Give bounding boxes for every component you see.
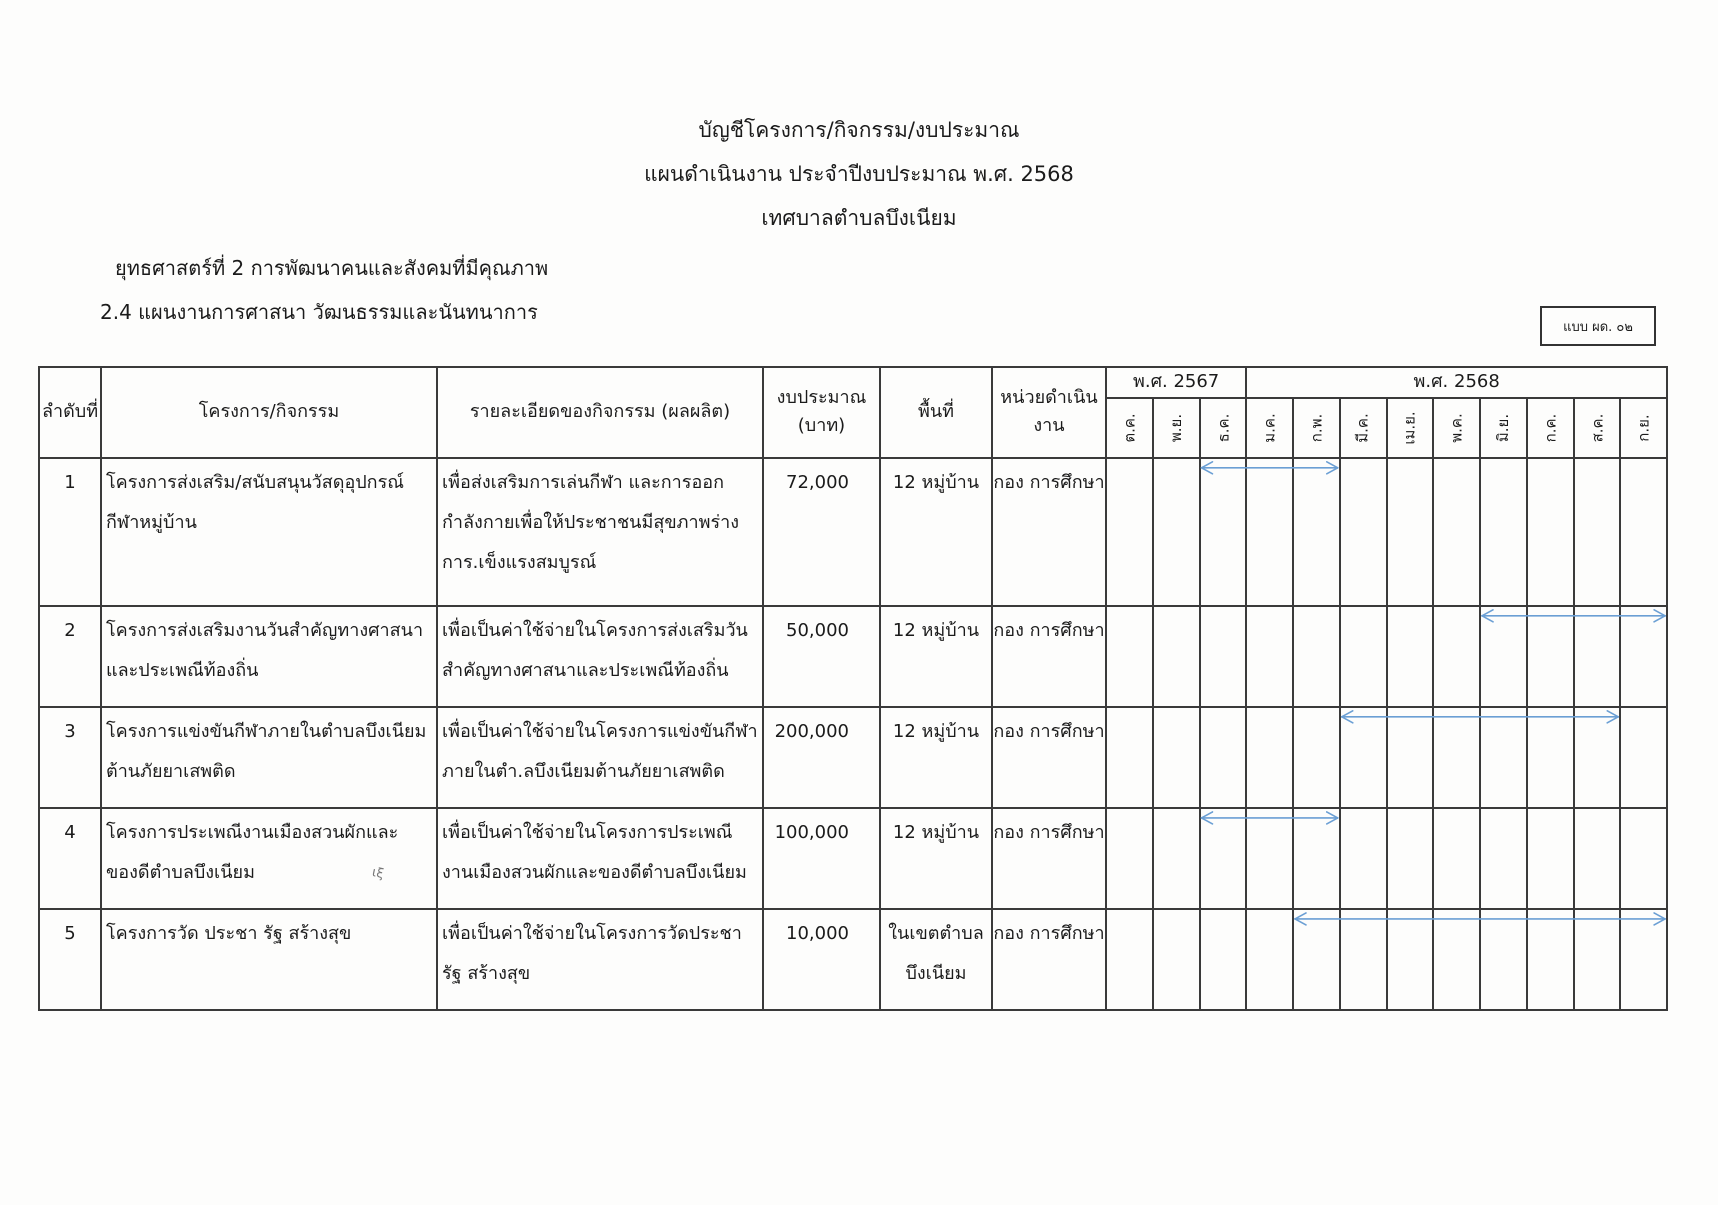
cell-details: เพื่อเป็นค่าใช้จ่ายในโครงการประเพณีงานเมืองสวนผักและของดีตำบลบึงเนียม (437, 808, 763, 909)
month-cell (1200, 808, 1247, 909)
cell-project: โครงการส่งเสริม/สนับสนุนวัสดุอุปกรณ์กีฬาหมู่บ้าน (101, 458, 437, 606)
month-cell (1200, 909, 1247, 1010)
month-cell (1387, 707, 1434, 808)
month-cell (1246, 458, 1293, 606)
month-cell (1387, 909, 1434, 1010)
month-cell (1527, 909, 1574, 1010)
month-cell (1153, 606, 1200, 707)
month-cell (1246, 808, 1293, 909)
table-row (39, 808, 1667, 909)
cell-budget: 50,000 (763, 606, 880, 707)
month-header-6 (1387, 398, 1434, 458)
month-cell (1106, 707, 1153, 808)
month-cell (1340, 909, 1387, 1010)
month-cell (1246, 707, 1293, 808)
month-cell (1153, 707, 1200, 808)
plan-heading: 2.4 แผนงานการศาสนา วัฒนธรรมและนันทนาการ (100, 300, 538, 324)
header-unit: หน่วยดำเนินงาน (992, 367, 1106, 458)
month-cell (1387, 606, 1434, 707)
cell-budget: 72,000 (763, 458, 880, 606)
month-cell (1153, 808, 1200, 909)
month-header-7 (1433, 398, 1480, 458)
month-cell (1293, 458, 1340, 606)
cell-no: 5 (39, 909, 101, 1010)
month-label: ก.ย. (1634, 414, 1653, 442)
month-cell (1293, 707, 1340, 808)
month-label: ธ.ค. (1213, 413, 1232, 443)
month-cell (1620, 909, 1667, 1010)
cell-project: โครงการประเพณีงานเมืองสวนผักและของดีตำบลบึงเนียม (101, 808, 437, 909)
cell-no: 1 (39, 458, 101, 606)
header-area: พื้นที่ (880, 367, 992, 458)
cell-budget: 10,000 (763, 909, 880, 1010)
header-year-2567: พ.ศ. 2567 (1106, 367, 1246, 398)
cell-unit: กอง การศึกษา (992, 458, 1106, 606)
month-label: ต.ค. (1120, 413, 1139, 443)
month-label: พ.ย. (1167, 413, 1186, 442)
month-cell (1574, 909, 1621, 1010)
cell-details: เพื่อเป็นค่าใช้จ่ายในโครงการแข่งขันกีฬาภายในตำ.ลบึงเนียมต้านภัยยาเสพติด (437, 707, 763, 808)
table-row (39, 458, 1667, 606)
month-cell (1574, 808, 1621, 909)
table-body (39, 458, 1667, 1010)
form-code-box: แบบ ผด. ๐๒ (1540, 306, 1656, 346)
month-cell (1574, 606, 1621, 707)
cell-details: เพื่อเป็นค่าใช้จ่ายในโครงการส่งเสริมวันสำคัญทางศาสนาและประเพณีท้องถิ่น (437, 606, 763, 707)
month-cell (1433, 808, 1480, 909)
month-cell (1387, 808, 1434, 909)
month-header-4 (1293, 398, 1340, 458)
cell-area: ในเขตตำบลบึงเนียม (880, 909, 992, 1010)
month-header-8 (1480, 398, 1527, 458)
month-header-1 (1153, 398, 1200, 458)
doc-title-line3: เทศบาลตำบลบึงเนียม (761, 206, 957, 230)
doc-title-line1: บัญชีโครงการ/กิจกรรม/งบประมาณ (698, 118, 1020, 142)
month-cell (1387, 458, 1434, 606)
month-cell (1340, 458, 1387, 606)
cell-area: 12 หมู่บ้าน (880, 808, 992, 909)
month-cell (1340, 606, 1387, 707)
month-cell (1527, 606, 1574, 707)
month-cell (1246, 909, 1293, 1010)
month-cell (1480, 606, 1527, 707)
month-cell (1480, 707, 1527, 808)
month-cell (1153, 909, 1200, 1010)
month-cell (1620, 808, 1667, 909)
month-cell (1340, 808, 1387, 909)
month-label: ส.ค. (1587, 413, 1606, 443)
cell-no: 4 (39, 808, 101, 909)
header-details: รายละเอียดของกิจกรรม (ผลผลิต) (437, 367, 763, 458)
month-label: ก.พ. (1307, 413, 1326, 443)
cell-unit: กอง การศึกษา (992, 808, 1106, 909)
month-cell (1527, 707, 1574, 808)
cell-details: เพื่อส่งเสริมการเล่นกีฬา และการออกกำลังกายเพื่อให้ประชาชนมีสุขภาพร่างการ.เข็งแรงสมบูรณ์ (437, 458, 763, 606)
header-year-2568: พ.ศ. 2568 (1246, 367, 1667, 398)
month-header-0 (1106, 398, 1153, 458)
handwritten-mark: ιξ (370, 864, 386, 883)
month-cell (1433, 707, 1480, 808)
month-label: ม.ค. (1260, 413, 1279, 443)
month-header-3 (1246, 398, 1293, 458)
month-label: ก.ค. (1541, 413, 1560, 443)
month-cell (1293, 909, 1340, 1010)
cell-area: 12 หมู่บ้าน (880, 458, 992, 606)
month-label: พ.ค. (1447, 413, 1466, 443)
month-cell (1433, 458, 1480, 606)
month-cell (1574, 707, 1621, 808)
month-label: มี.ค. (1354, 413, 1373, 443)
cell-unit: กอง การศึกษา (992, 606, 1106, 707)
month-cell (1200, 606, 1247, 707)
header-budget: งบประมาณ (บาท) (763, 367, 880, 458)
month-label: มิ.ย. (1494, 413, 1513, 442)
month-cell (1106, 808, 1153, 909)
table-row (39, 707, 1667, 808)
cell-no: 3 (39, 707, 101, 808)
header-row-1 (39, 367, 1667, 398)
cell-no: 2 (39, 606, 101, 707)
month-cell (1153, 458, 1200, 606)
month-header-11 (1620, 398, 1667, 458)
header-no: ลำดับที่ (39, 367, 101, 458)
month-cell (1246, 606, 1293, 707)
month-label: เม.ย. (1400, 411, 1419, 445)
month-cell (1620, 606, 1667, 707)
month-header-9 (1527, 398, 1574, 458)
month-cell (1480, 909, 1527, 1010)
month-cell (1620, 707, 1667, 808)
month-cell (1106, 606, 1153, 707)
strategy-heading: ยุทธศาสตร์ที่ 2 การพัฒนาคนและสังคมที่มีคุณภาพ (115, 256, 549, 280)
month-cell (1433, 909, 1480, 1010)
month-cell (1293, 606, 1340, 707)
cell-area: 12 หมู่บ้าน (880, 707, 992, 808)
table-row (39, 606, 1667, 707)
cell-budget: 200,000 (763, 707, 880, 808)
cell-project: โครงการแข่งขันกีฬาภายในตำบลบึงเนียมต้านภัยยาเสพติด (101, 707, 437, 808)
cell-unit: กอง การศึกษา (992, 909, 1106, 1010)
month-cell (1527, 808, 1574, 909)
project-plan-table (38, 366, 1668, 1011)
month-cell (1340, 707, 1387, 808)
month-header-2 (1200, 398, 1247, 458)
cell-project: โครงการส่งเสริมงานวันสำคัญทางศาสนาและประเพณีท้องถิ่น (101, 606, 437, 707)
month-cell (1620, 458, 1667, 606)
doc-title-line2: แผนดำเนินงาน ประจำปีงบประมาณ พ.ศ. 2568 (644, 162, 1074, 186)
month-cell (1293, 808, 1340, 909)
month-cell (1480, 808, 1527, 909)
month-header-5 (1340, 398, 1387, 458)
month-cell (1200, 707, 1247, 808)
month-cell (1574, 458, 1621, 606)
month-cell (1200, 458, 1247, 606)
cell-area: 12 หมู่บ้าน (880, 606, 992, 707)
month-cell (1527, 458, 1574, 606)
month-cell (1106, 909, 1153, 1010)
month-cell (1480, 458, 1527, 606)
month-cell (1433, 606, 1480, 707)
cell-budget: 100,000 (763, 808, 880, 909)
header-project: โครงการ/กิจกรรม (101, 367, 437, 458)
table-row (39, 909, 1667, 1010)
cell-unit: กอง การศึกษา (992, 707, 1106, 808)
cell-project: โครงการวัด ประชา รัฐ สร้างสุข (101, 909, 437, 1010)
month-header-10 (1574, 398, 1621, 458)
month-cell (1106, 458, 1153, 606)
cell-details: เพื่อเป็นค่าใช้จ่ายในโครงการวัดประชา รัฐ สร้างสุข (437, 909, 763, 1010)
